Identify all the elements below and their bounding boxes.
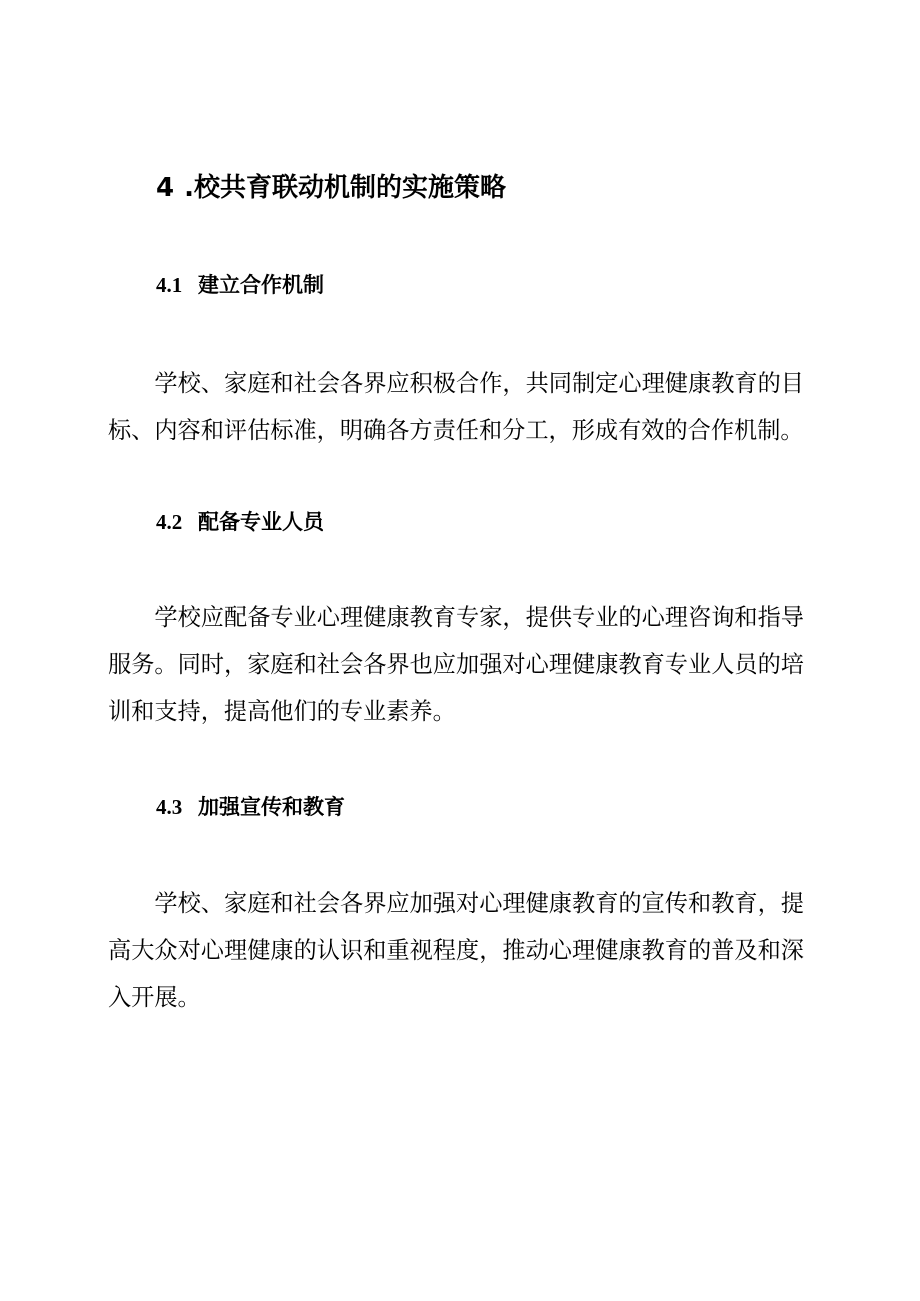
section-heading — [156, 792, 836, 822]
section-title: 建立合作机制 — [198, 273, 324, 297]
section-title: 加强宣传和教育 — [198, 795, 345, 819]
section-number: 4.3 — [156, 795, 183, 819]
chapter-title — [156, 168, 836, 208]
section-paragraph: 学校应配备专业心理健康教育专家，提供专业的心理咨询和指导服务。同时，家庭和社会各界也应加强对心理健康教育专业人员的培训和支持，提高他们的专业素养。 — [108, 604, 804, 725]
section-heading — [156, 507, 836, 537]
section-paragraph: 学校、家庭和社会各界应积极合作，共同制定心理健康教育的目标、内容和评估标准，明确各方责任和分工，形成有效的合作机制。 — [108, 370, 804, 444]
section-heading — [156, 270, 836, 300]
chapter-number: 4 — [156, 173, 175, 203]
section-number: 4.2 — [156, 510, 183, 534]
section-title: 配备专业人员 — [198, 510, 324, 534]
chapter-title-text: .校共育联动机制的实施策略 — [184, 173, 506, 203]
section-paragraph: 学校、家庭和社会各界应加强对心理健康教育的宣传和教育，提高大众对心理健康的认识和重视程度，推动心理健康教育的普及和深入开展。 — [108, 890, 804, 1011]
section-number: 4.1 — [156, 273, 183, 297]
